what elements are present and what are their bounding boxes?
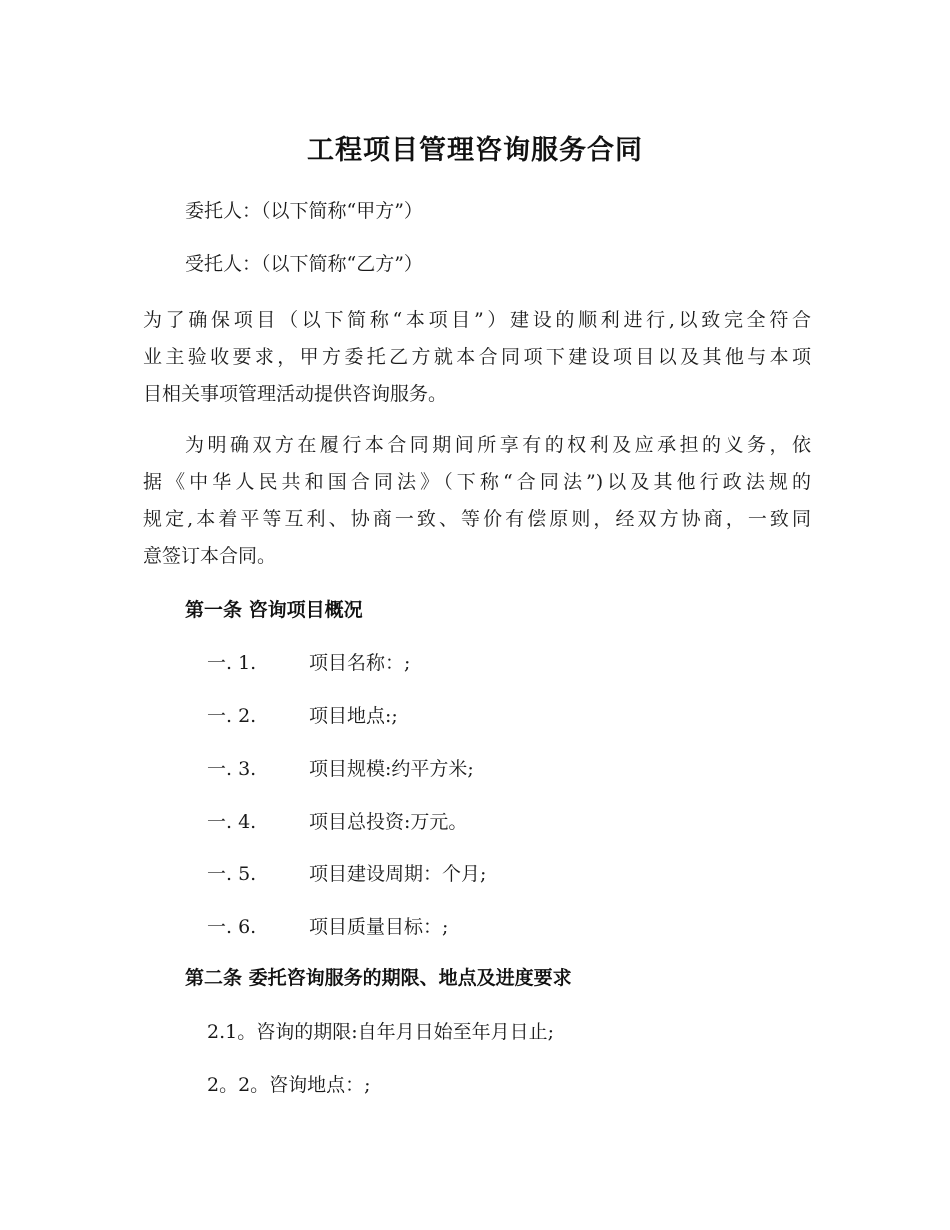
paragraph-line: 为了确保项目（以下简称“本项目”）建设的顺利进行,以致完全符合 <box>143 309 811 331</box>
document-title: 工程项目管理咨询服务合同 <box>307 135 643 166</box>
paragraph-line: 为明确双方在履行本合同期间所享有的权利及应承担的义务，依 <box>185 434 811 456</box>
paragraph-line: 目相关事项管理活动提供咨询服务。 <box>143 383 448 405</box>
article-2-item: 2。2。咨询地点：; <box>207 1074 371 1096</box>
basis-paragraph <box>143 427 811 575</box>
client-line: 委托人：（以下简称“甲方”） <box>185 200 423 222</box>
item-text: 项目地点:; <box>309 705 398 727</box>
article-2-heading: 第二条 委托咨询服务的期限、地点及进度要求 <box>185 967 572 989</box>
item-number: 一. 5. <box>207 863 257 885</box>
item-text: 项目总投资:万元。 <box>309 811 468 833</box>
item-text: 项目建设周期：个月; <box>309 863 487 885</box>
paragraph-line: 规定,本着平等互利、协商一致、等价有偿原则，经双方协商，一致同 <box>143 508 811 530</box>
item-text: 项目名称：; <box>309 652 411 674</box>
item-text: 项目规模:约平方米; <box>309 758 474 780</box>
item-number: 一. 6. <box>207 916 257 938</box>
paragraph-line: 据《中华人民共和国合同法》（下称“合同法”)以及其他行政法规的 <box>143 471 811 493</box>
item-number: 一. 4. <box>207 811 257 833</box>
paragraph-line: 意签订本合同。 <box>143 545 277 567</box>
paragraph-line: 业主验收要求，甲方委托乙方就本合同项下建设项目以及其他与本项 <box>143 346 811 368</box>
article-2-item: 2.1。咨询的期限:自年月日始至年月日止; <box>207 1021 555 1043</box>
contractor-line: 受托人：（以下简称“乙方”） <box>185 253 423 275</box>
item-number: 一. 3. <box>207 758 257 780</box>
article-1-heading: 第一条 咨询项目概况 <box>185 599 363 621</box>
item-number: 一. 2. <box>207 705 257 727</box>
item-number: 一. 1. <box>207 652 257 674</box>
item-text: 项目质量目标：; <box>309 916 449 938</box>
purpose-paragraph <box>143 302 811 413</box>
